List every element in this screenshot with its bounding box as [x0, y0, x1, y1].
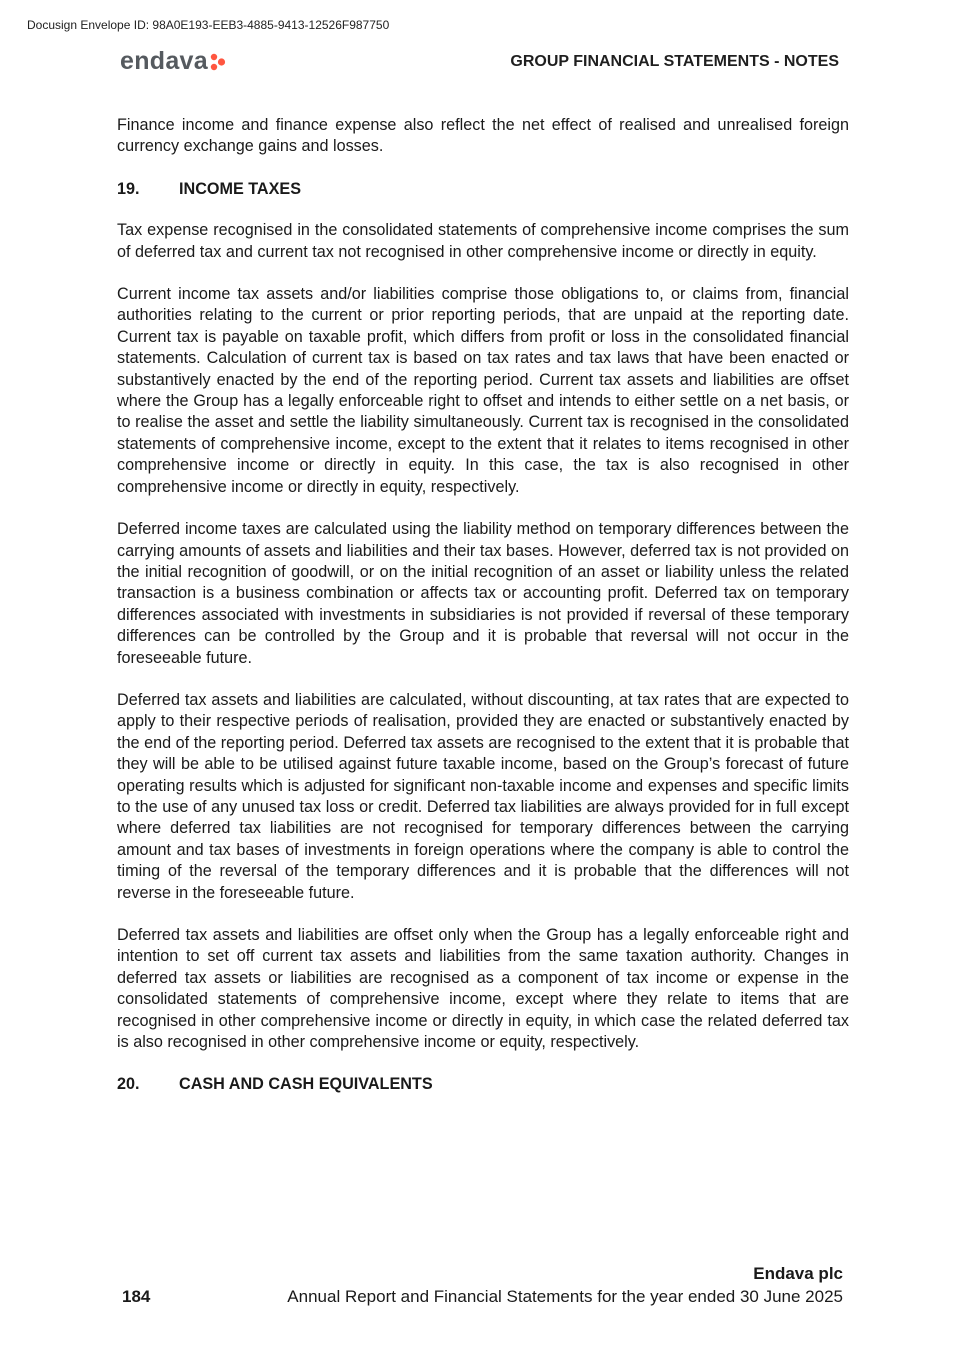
document-body: [117, 115, 849, 1116]
logo-text: endava: [120, 47, 208, 75]
intro-paragraph: Finance income and finance expense also reflect the net effect of realised and unrealised foreign currency exchange gains and losses.: [117, 116, 849, 156]
header-section-title: GROUP FINANCIAL STATEMENTS - NOTES: [510, 53, 839, 70]
paragraph: Current income tax assets and/or liabilities comprise those obligations to, or claims from, financial authorities relating to the current or prior reporting periods, that are unpaid at the reporting date. Current tax is payable on taxable profit, which differs from profit or loss in the consolidated financial statements. Calculation of current tax is based on tax rates and tax laws that have been enacted or substantively enacted by the end of the reporting period. Current tax assets and liabilities are offset where the Group has a legally enforceable right to offset and intends to either settle on a net basis, or to realise the asset and settle the liability simultaneously. Current tax is recognised in the consolidated statements of comprehensive income, except to the extent that it relates to items recognised in other comprehensive income or directly in equity. In this case, the tax is also recognised in other comprehensive income or directly in equity, respectively.: [117, 285, 849, 496]
logo-mark-icon: [210, 53, 226, 71]
paragraph: Deferred income taxes are calculated using the liability method on temporary differences between the carrying amounts of assets and liabilities and their tax bases. However, deferred tax is not provided on the initial recognition of goodwill, or on the initial recognition of an asset or liability unless the related transaction is a business combination or affects tax or accounting profit. Deferred tax on temporary differences associated with investments in subsidiaries is not provided if reversal of these temporary differences can be controlled by the Group and it is probable that reversal will not occur in the foreseeable future.: [117, 520, 849, 667]
paragraph: Tax expense recognised in the consolidated statements of comprehensive income comprises the sum of deferred tax and current tax not recognised in other comprehensive income or directly in equity.: [117, 221, 849, 261]
paragraph: Deferred tax assets and liabilities are calculated, without discounting, at tax rates that are expected to apply to their respective periods of realisation, provided they are enacted or substantively enacted by the end of the reporting period. Deferred tax assets are recognised to the extent that it is probable that they will be able to be utilised against future taxable income, based on the Group’s forecast of future operating results which is adjusted for significant non-taxable income and expenses and specific limits to the use of any unused tax loss or credit. Deferred tax liabilities are always provided for in full except where deferred tax liabilities are not recognised for temporary differences between the carrying amount and tax bases of investments in foreign operations where the company is able to control the timing of the reversal of the temporary differences and it is probable that the differences will not reverse in the foreseeable future.: [117, 690, 849, 902]
section-title: CASH AND CASH EQUIVALENTS: [179, 1075, 433, 1094]
section-heading-20: [117, 1074, 849, 1095]
footer-company-name: Endava plc: [753, 1264, 843, 1283]
section-number: 20.: [117, 1075, 140, 1094]
endava-logo: [120, 47, 226, 75]
docusign-envelope-id: Docusign Envelope ID: 98A0E193-EEB3-4885-9413-12526F987750: [27, 18, 390, 32]
section-heading-19: [117, 179, 849, 200]
footer-report-title: Annual Report and Financial Statements for the year ended 30 June 2025: [287, 1287, 843, 1306]
section-title: INCOME TAXES: [179, 179, 302, 198]
section-number: 19.: [117, 179, 140, 198]
page-number: 184: [122, 1287, 151, 1306]
paragraph: Deferred tax assets and liabilities are offset only when the Group has a legally enforceable right and intention to set off current tax assets and liabilities from the same taxation authority. Changes in deferred tax assets or liabilities are recognised as a component of tax income or expense in the consolidated statements of comprehensive income, except where they relate to items that are recognised in other comprehensive income or directly in equity, in which case the related deferred tax is also recognised in other comprehensive income or equity, respectively.: [117, 926, 849, 1052]
